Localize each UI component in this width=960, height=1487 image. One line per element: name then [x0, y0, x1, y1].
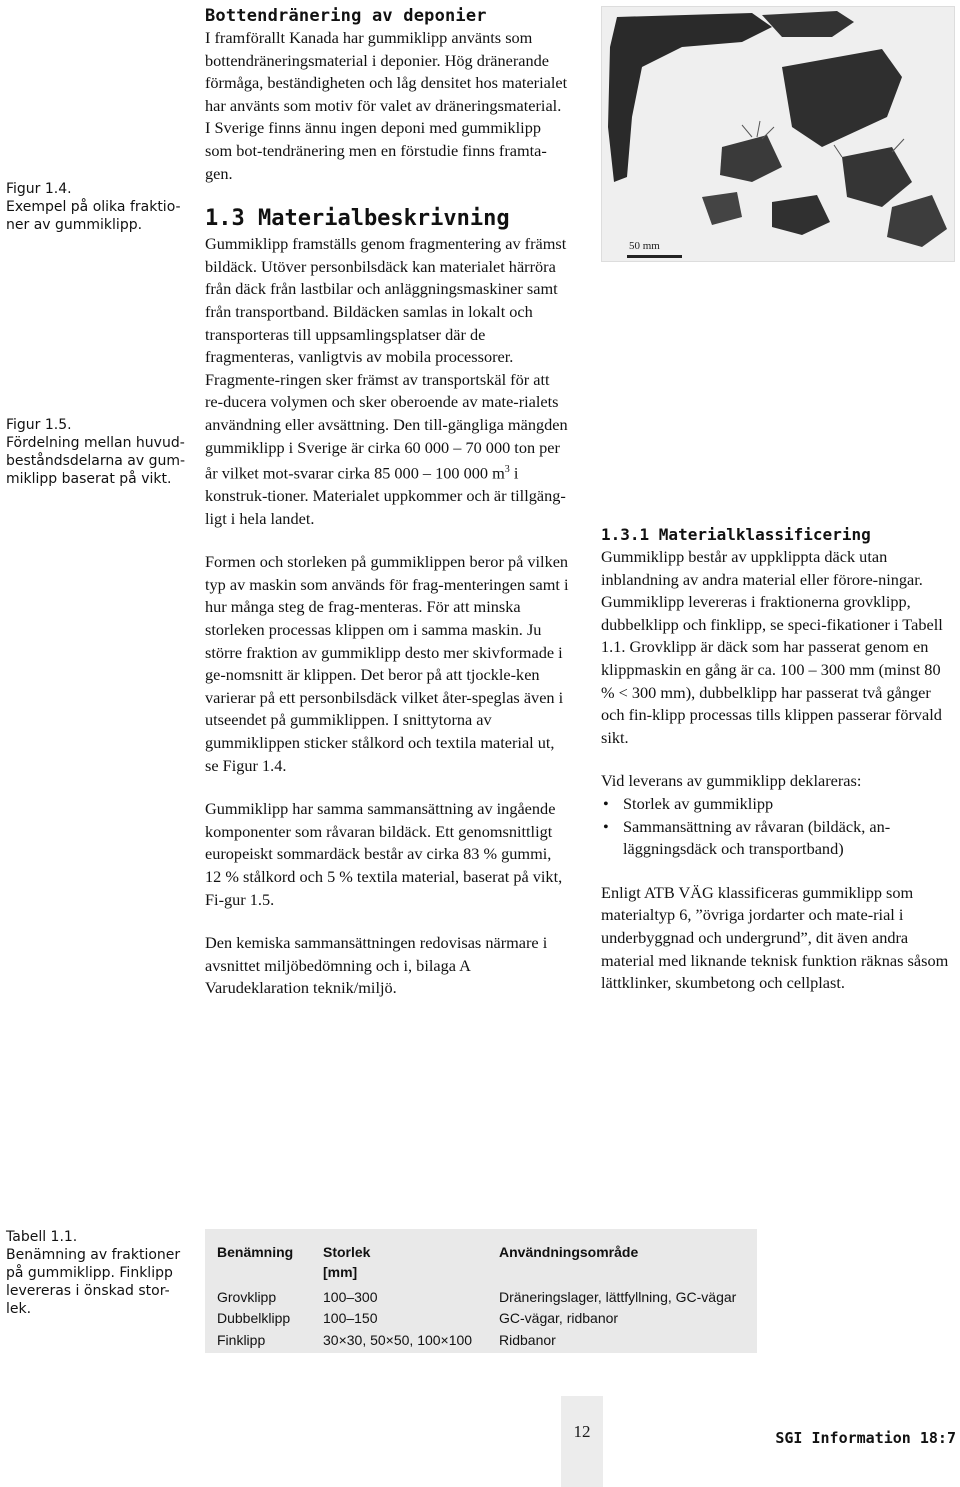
paragraph-atb-vag: Enligt ATB VÄG klassificeras gummiklipp som materialtyp 6, ”övriga jordarter och mate-rial i underbyggnad och undergrund”, dit även andra material med liknande teknisk funktion räknas såsom lättklinker, skumbetong och cellplast.: [601, 882, 949, 993]
table-cell: 30×30, 50×50, 100×100: [323, 1332, 473, 1348]
list-item: • Storlek av gummiklipp: [601, 793, 953, 816]
table-cell: Grovklipp: [217, 1289, 277, 1305]
table-cell: Finklipp: [217, 1332, 266, 1348]
paragraph-text-cont: i konstruk-tioner. Materialet uppkommer och är tillgäng-ligt i hela landet.: [205, 463, 566, 528]
table-cell: 100–150: [323, 1310, 378, 1326]
superscript: 3: [504, 464, 510, 476]
paragraph-chemical: Den kemiska sammansättningen redovisas närmare i avsnittet miljöbedömning och i, bilaga A Varudeklaration teknik/miljö.: [205, 933, 548, 998]
section-1-3-1-body: [601, 546, 953, 995]
table-row: [205, 1307, 757, 1329]
column-header-anvandningsomrade: Användningsområde: [499, 1244, 639, 1260]
rubber-chips-image: [602, 7, 954, 261]
paragraph: I framförallt Kanada har gummiklipp använts som bottendräneringsmaterial i deponier. Hög dränerande förmåga, beständigheten och låg densitet hos materialet har använts som motiv för valet av dräneringsmaterial. I Sverige finns ännu ingen deponi med gummiklipp som bot-tendränering men en förstudie finns framta-gen.: [205, 28, 568, 183]
table-cell: 100–300: [323, 1289, 378, 1305]
bottendranering-paragraph: [205, 27, 570, 185]
column-header-benamning: Benämning: [217, 1244, 294, 1260]
publication-label: SGI Information 18:7: [775, 1429, 956, 1447]
section-heading-bottendranering: Bottendränering av deponier: [205, 6, 487, 26]
table-1-1-caption: Tabell 1.1. Benämning av fraktioner på gummiklipp. Finklipp levereras i önskad stor- lek.: [6, 1229, 181, 1317]
right-column: [601, 525, 953, 1016]
table-row: [205, 1286, 757, 1308]
middle-column: [205, 6, 570, 1021]
column-header-storlek: Storlek [mm]: [323, 1244, 371, 1280]
list-item: • Sammansättning av råvaran (bildäck, an-läggningsdäck och transportband): [601, 816, 953, 861]
paragraph-composition: Gummiklipp har samma sammansättning av ingående komponenter som råvaran bildäck. Ett genomsnittligt europeiskt sommardäck består av cirka 83 % gummi, 12 % stålkord och 5 % textila material, baserat på vikt, Fi-gur 1.5.: [205, 799, 563, 909]
declaration-list: [601, 793, 953, 861]
section-heading-1-3: 1.3 Materialbeskrivning: [205, 206, 510, 232]
figure-1-4-caption: Figur 1.4. Exempel på olika fraktio- ner av gummiklipp.: [6, 181, 181, 233]
table-cell: Dräneringslager, lättfyllning, GC-vägar: [499, 1289, 737, 1305]
table-header-row: [205, 1241, 757, 1281]
paragraph-text: Gummiklipp framställs genom fragmentering av främst bildäck. Utöver personbilsdäck kan materialet härröra från däck från lastbilar och anläggningsmaskiner samt från transportband. Bildäcken samlas in lokalt och transporteras till uppsamlingsplatser där de fragmenteras, vanligtvis av mobila processorer. Fragmente-ringen sker främst av transportskäl för att re-ducera volymen och sker oberoende av mate-rialets användning eller avsättning. Den till-gängliga mängden gummiklipp i Sverige är cirka 60 000 – 70 000 ton per år vilket mot-svarar cirka 85 000 – 100 000 m: [205, 234, 568, 483]
table-1-1: [205, 1229, 757, 1353]
figure-1-4-photo: [601, 6, 955, 262]
scale-label: 50 mm: [629, 240, 660, 252]
paragraph-declaration-intro: Vid leverans av gummiklipp deklareras:: [601, 771, 862, 791]
table-cell: GC-vägar, ridbanor: [499, 1310, 619, 1326]
section-heading-1-3-1: 1.3.1 Materialklassificering: [601, 525, 871, 544]
table-row: [205, 1329, 757, 1351]
section-1-3-body: [205, 233, 570, 1000]
scale-bar: [627, 255, 682, 258]
paragraph-production: [205, 233, 570, 530]
table-cell: Dubbelklipp: [217, 1310, 291, 1326]
figure-1-5-caption: Figur 1.5. Fördelning mellan huvud- beståndsdelarna av gum- miklipp baserat på vikt.: [6, 417, 186, 487]
page-number-box: [561, 1396, 603, 1487]
table-cell: Ridbanor: [499, 1332, 556, 1348]
paragraph-form-size: Formen och storleken på gummiklippen beror på vilken typ av maskin som används för frag-menteringen samt i hur många steg de frag-menteras. För att minska storleken processas klippen om i samma maskin. Ju större fraktion av gummiklipp desto mer skivformade i ge-nomsnitt är klippen. Det beror på att tjockle-ken varierar på ett personbilsdäck vilket åter-speglas även i utseendet på gummiklippen. I snittytorna av gummiklippen sticker stålkord och textila material ut, se Figur 1.4.: [205, 552, 569, 775]
paragraph-classification: Gummiklipp består av uppklippta däck utan inblandning av andra material eller förore-ningar. Gummiklipp levereras i fraktionerna grovklipp, dubbelklipp och finklipp, se speci-fikationer i Tabell 1.1. Grovklipp är däck som har passerat genom en klippmaskin en gång är ca. 100 – 300 mm (minst 80 % < 300 mm), dubbelklipp har passerat två gånger och fin-klipp processas tills klippen passerar förvald sikt.: [601, 547, 943, 747]
page-number: 12: [573, 1422, 591, 1441]
